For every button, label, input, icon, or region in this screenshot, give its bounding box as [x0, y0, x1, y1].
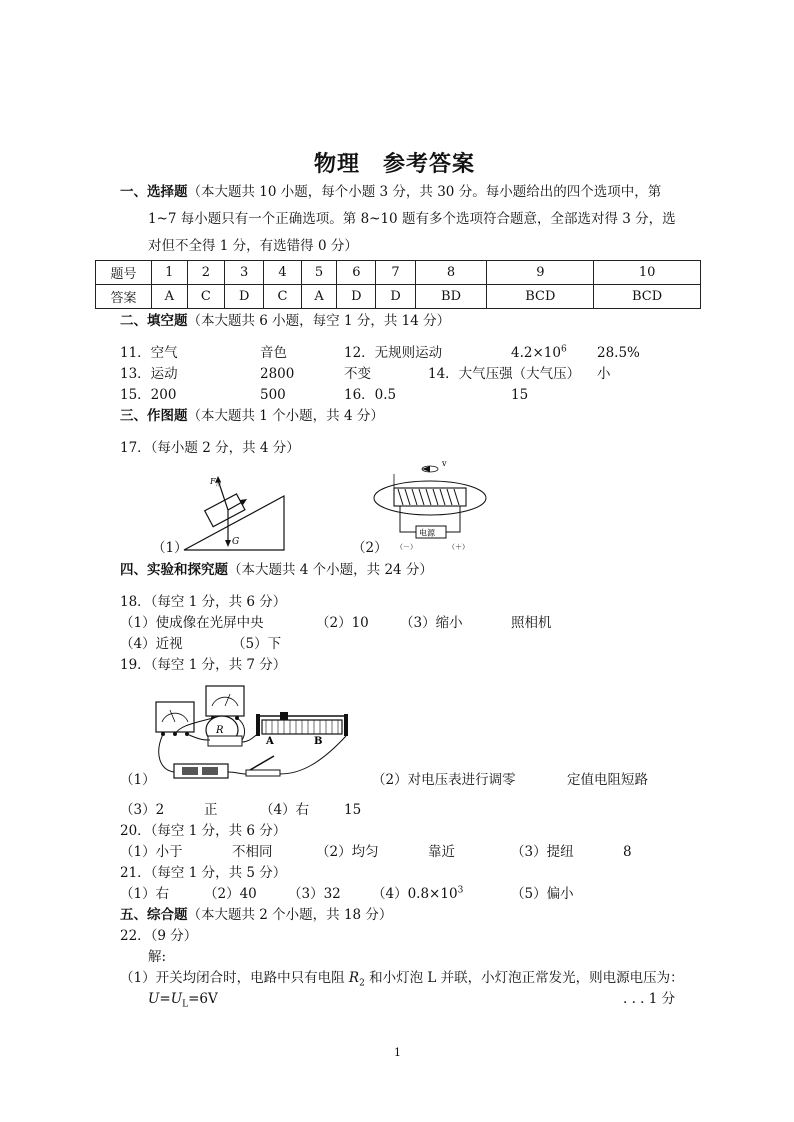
q22-jie: 解: — [148, 949, 167, 965]
sec5-heading-rest: （本大题共 2 个小题，共 18 分） — [187, 907, 393, 923]
eq-mid: =U — [159, 991, 183, 1007]
table-cell: BCD — [487, 285, 594, 309]
table-cell: BCD — [594, 285, 701, 309]
b-label: B — [314, 736, 323, 747]
r-label: R — [216, 725, 224, 736]
wire — [228, 772, 246, 774]
q22-p1-a: （1）开关均闭合时，电路中只有电阻 — [120, 970, 349, 986]
q19-a3b: 正 — [204, 802, 218, 818]
ans-16: 16．0.5 — [344, 387, 397, 403]
q18-a1: （1）使成像在光屏中央 — [120, 615, 264, 631]
power-supply-label: 电源 — [419, 528, 435, 538]
table-cell: 5 — [301, 261, 337, 285]
sec2-heading-rest: （本大题共 6 小题，每空 1 分，共 14 分） — [187, 313, 451, 329]
sec1-line1: 一、选择题（本大题共 10 小题，每个小题 3 分，共 30 分。每小题给出的四个选项中，第 — [120, 184, 662, 200]
q20-a3b: 8 — [623, 844, 632, 860]
table-cell: D — [337, 285, 376, 309]
q20-a1b: 不相同 — [232, 844, 273, 860]
ans-15: 15．200 — [120, 387, 177, 403]
voltmeter — [206, 686, 244, 720]
q18-label: 18．（每空 1 分，共 6 分） — [120, 594, 287, 610]
q22-eq — [148, 991, 218, 1010]
solenoid-diagram — [372, 456, 490, 556]
q20-a1: （1）小于 — [120, 844, 183, 860]
q21-a5: （5）偏小 — [511, 886, 574, 902]
table-row-numbers — [96, 261, 701, 285]
q21-label: 21．（每空 1 分，共 5 分） — [120, 865, 287, 881]
ans-12b-base: 4.2×10 — [511, 345, 561, 361]
ans-11b: 音色 — [260, 345, 287, 361]
sec3-heading: 三、作图题（本大题共 1 个小题，共 4 分） — [120, 408, 384, 424]
ans-13b: 2800 — [260, 366, 295, 382]
table-cell: A — [152, 285, 188, 309]
page-number: 1 — [394, 1046, 401, 1059]
ans-12b-exp: 6 — [560, 344, 567, 355]
force-f-label: $F_浮$ — [210, 477, 221, 488]
q19-a2b: 定值电阻短路 — [567, 772, 648, 788]
q19-a4: （4）右 — [260, 802, 310, 818]
q21-a3: （3）32 — [288, 886, 341, 902]
q18-a3: （3）缩小 — [400, 615, 463, 631]
q22-score: . . . 1 分 — [623, 991, 676, 1007]
table-cell: 4 — [264, 261, 302, 285]
table-cell: 10 — [594, 261, 701, 285]
incline-force-diagram — [180, 472, 290, 554]
table-cell: 9 — [487, 261, 594, 285]
q19-a3: （3）2 — [120, 802, 165, 818]
q22-p1-b: 和小灯泡 L 并联，小灯泡正常发光，则电源电压为： — [364, 970, 684, 986]
page-title: 物理 参考答案 — [314, 151, 476, 177]
q18-a3b: 照相机 — [511, 615, 552, 631]
table-cell: C — [187, 285, 225, 309]
q19-label: 19．（每空 1 分，共 7 分） — [120, 657, 287, 673]
ans-13c: 不变 — [344, 366, 371, 382]
ans-14: 14．大气压强（大气压） — [428, 366, 581, 382]
gravity-arrowhead — [225, 540, 231, 547]
table-cell: BD — [415, 285, 487, 309]
ans-15b: 500 — [260, 387, 286, 403]
ans-14b: 小 — [597, 366, 611, 382]
q20-a2: （2）均匀 — [316, 844, 379, 860]
ans-13: 13．运动 — [120, 366, 178, 382]
ammeter — [156, 702, 194, 736]
q22-p1 — [120, 970, 684, 989]
rheostat — [256, 712, 348, 736]
ans-12c: 28.5% — [597, 345, 640, 361]
wire — [159, 734, 174, 772]
ans-12b — [511, 344, 567, 361]
sec2-heading: 二、填空题（本大题共 6 小题，每空 1 分，共 14 分） — [120, 313, 451, 329]
q18-a5: （5）下 — [232, 636, 282, 652]
sec1-line3: 对但不全得 1 分，有选错得 0 分） — [148, 238, 358, 254]
table-cell: 3 — [225, 261, 264, 285]
table-cell: 7 — [376, 261, 415, 285]
q22-p1-r: R — [348, 970, 360, 986]
battery — [174, 764, 228, 778]
wire — [280, 736, 346, 774]
q20-label: 20．（每空 1 分，共 6 分） — [120, 823, 287, 839]
table-header-label: 题号 — [96, 261, 152, 285]
a-label: A — [266, 736, 274, 747]
v-label: v — [442, 459, 447, 468]
table-cell: D — [225, 285, 264, 309]
sec5-heading: 五、综合题（本大题共 2 个小题，共 18 分） — [120, 907, 393, 923]
q17-label: 17．（每小题 2 分，共 4 分） — [120, 440, 300, 456]
switch — [246, 756, 280, 776]
eq-end: =6V — [188, 991, 218, 1007]
q18-a2: （2）10 — [316, 615, 369, 631]
q21-a2: （2）40 — [204, 886, 257, 902]
q21-a4 — [372, 885, 464, 902]
resistor — [206, 716, 242, 746]
answer-table — [95, 260, 701, 309]
q22-label: 22．（9 分） — [120, 928, 198, 944]
table-cell: 6 — [337, 261, 376, 285]
ans-16b: 15 — [511, 387, 529, 403]
q20-a3: （3）提纽 — [511, 844, 574, 860]
ans-12: 12．无规则运动 — [344, 345, 443, 361]
q19-a4b: 15 — [344, 802, 362, 818]
q21-a1: （1）右 — [120, 886, 170, 902]
ans-11: 11．空气 — [120, 345, 178, 361]
wire-right — [446, 506, 460, 532]
eq-u: U — [148, 991, 160, 1007]
table-row-answers — [96, 285, 701, 309]
sec4-heading-rest: （本大题共 4 个小题，共 24 分） — [228, 562, 433, 578]
circuit-apparatus-diagram — [150, 684, 350, 784]
wire-left — [400, 506, 416, 532]
table-cell: A — [301, 285, 337, 309]
table-cell: 1 — [152, 261, 188, 285]
q18-a4: （4）近视 — [120, 636, 183, 652]
q19-fig-label: （1） — [120, 772, 156, 788]
plus-label: （＋） — [448, 543, 469, 551]
fig2-label: （2） — [352, 540, 388, 556]
sec1-line1-rest: （本大题共 10 小题，每个小题 3 分，共 30 分。每小题给出的四个选项中，第 — [187, 184, 662, 200]
q21-a4-base: （4）0.8×10 — [372, 886, 458, 902]
table-cell: D — [376, 285, 415, 309]
sec3-heading-rest: （本大题共 1 个小题，共 4 分） — [187, 408, 384, 424]
eq-sub: L — [182, 999, 189, 1010]
minus-label: （－） — [396, 543, 417, 551]
q19-a2: （2）对电压表进行调零 — [372, 772, 516, 788]
table-cell: 2 — [187, 261, 225, 285]
q21-a4-exp: 3 — [457, 885, 464, 896]
sec4-heading: 四、实验和探究题（本大题共 4 个小题，共 24 分） — [120, 562, 433, 578]
sec1-line2: 1~7 每小题只有一个正确选项。第 8~10 题有多个选项符合题意，全部选对得 3 分，选 — [148, 211, 676, 227]
table-cell: C — [264, 285, 302, 309]
table-cell: 8 — [415, 261, 487, 285]
fig1-label: （1） — [152, 540, 188, 556]
q20-a2b: 靠近 — [428, 844, 455, 860]
q22-p1-r-sub: 2 — [359, 978, 365, 989]
table-answer-label: 答案 — [96, 285, 152, 309]
force-g-label: G — [232, 537, 240, 547]
